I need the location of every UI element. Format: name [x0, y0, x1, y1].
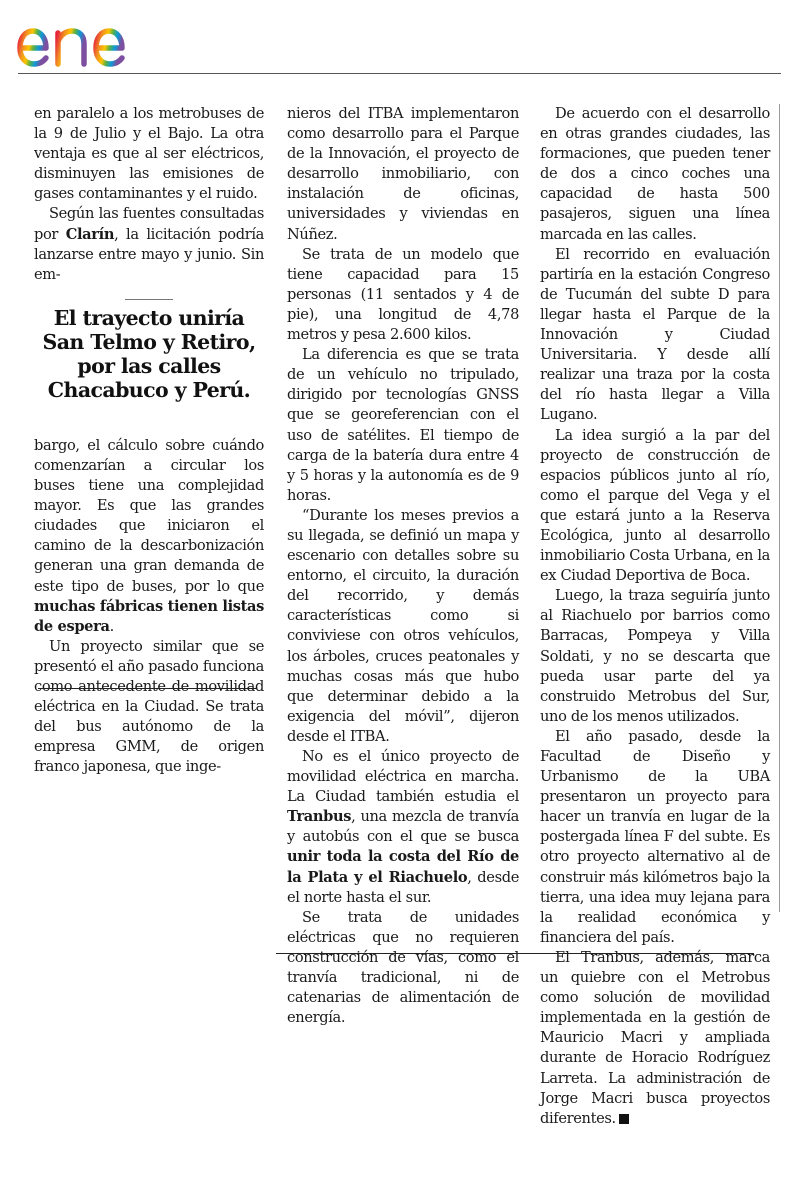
page-header	[0, 0, 800, 76]
pullquote: El trayecto uniría San Telmo y Retiro, por las calles Chacabuco y Perú.	[42, 305, 256, 402]
paragraph: La diferencia es que se trata de un vehículo no tripulado, dirigido por tecnologías GNSS que se georeferencian con el uso de satélites. El tiempo de carga de la batería dura entre 4 y 5 horas y la autonomía es de 9 horas.	[287, 346, 519, 504]
paragraph: El recorrido en evaluación partiría en la estación Congreso de Tucumán del subte D para llegar hasta el Parque de la Innovación y Ciudad Universitaria. Y desde allí realizar una traza por la costa del río hasta llegar a Villa Lugano.	[540, 245, 770, 424]
paragraph: “Durante los meses previos a su llegada, se definió un mapa y escenario con detalles sobre su entorno, el circuito, la duración del recorrido, y demás características como si conviviese con otros vehículos, los árboles, cruces peatonales y muchas cosas más que hubo que determinar debido a la exigencia del móvil”, dijeron desde el ITBA.	[287, 506, 519, 745]
bold-highlight: unir toda la costa del Río de la Plata y el Riachuelo	[287, 848, 519, 886]
column-divider	[779, 104, 780, 912]
article-column-2	[287, 104, 519, 1028]
bold-tranbus: Tranbus	[287, 808, 352, 826]
bold-highlight: muchas fábricas tienen listas de espera	[34, 597, 264, 635]
paragraph: bargo, el cálculo sobre cuándo comenzarían a circular los buses tiene una complejidad mayor. Es que las grandes ciudades que iniciaron el camino de la descarbonización generan una gran demanda de este tipo de buses, por lo que muchas fábricas tienen listas de espera.	[34, 436, 264, 635]
enel-logo	[16, 6, 181, 72]
paragraph: La idea surgió a la par del proyecto de construcción de espacios públicos junto al río, como el parque del Vega y el que estará junto a la Reserva Ecológica, junto al desarrollo inmobiliario Costa Urbana, en la ex Ciudad Deportiva de Boca.	[540, 426, 770, 585]
paragraph: nieros del ITBA implementaron como desarrollo para el Parque de la Innovación, el proyecto de desarrollo inmobiliario, con instalación de oficinas, universidades y viviendas en Núñez.	[287, 105, 519, 243]
paragraph: No es el único proyecto de movilidad eléctrica en marcha. La Ciudad también estudia el Tranbus, una mezcla de tranvía y autobús con el que se busca unir toda la costa del Río de la Plata y el Riachuelo, desde el norte hasta el sur.	[287, 748, 519, 906]
paragraph: en paralelo a los metrobuses de la 9 de Julio y el Bajo. La otra ventaja es que al ser eléctricos, disminuyen las emisiones de gases contaminantes y el ruido.	[34, 105, 264, 203]
paragraph: Según las fuentes consultadas por Clarín, la licitación podría lanzarse entre mayo y junio. Sin em-	[34, 205, 264, 283]
paragraph: De acuerdo con el desarrollo en otras grandes ciudades, las formaciones, que pueden tener de dos a cinco coches una capacidad de hasta 500 pasajeros, siguen una línea marcada en las calles.	[540, 105, 770, 243]
paragraph: El Tranbus, además, marca un quiebre con el Metrobus como solución de movilidad implementada en la gestión de Mauricio Macri y ampliada durante de Horacio Rodríguez Larreta. La administración de Jorge Macri busca proyectos diferentes.	[540, 948, 770, 1127]
pullquote-rule	[125, 299, 173, 300]
article-column-3	[540, 104, 770, 1129]
article-column-1	[34, 104, 264, 777]
article-end-rule	[276, 953, 754, 954]
paragraph: Se trata de unidades eléctricas que no requieren construcción de vías, como el tranvía tradicional, ni de catenarias de alimentación de energía.	[287, 908, 519, 1027]
paragraph: Luego, la traza seguiría junto al Riachuelo por barrios como Barracas, Pompeya y Villa Soldati, y no se descarta que pueda usar parte del ya construido Metrobus del Sur, uno de los menos utilizados.	[540, 587, 770, 725]
bold-source-name: Clarín	[65, 225, 115, 243]
end-of-article-square	[619, 1114, 629, 1124]
paragraph: Se trata de un modelo que tiene capacidad para 15 personas (11 sentados y 4 de pie), una longitud de 4,78 metros y pesa 2.600 kilos.	[287, 245, 519, 344]
paragraph: Un proyecto similar que se presentó el año pasado funciona como antecedente de movilidad eléctrica en la Ciudad. Se trata del bus autónomo de la empresa GMM, de origen franco japonesa, que inge-	[34, 637, 264, 776]
paragraph: El año pasado, desde la Facultad de Diseño y Urbanismo de la UBA presentaron un proyecto para hacer un tranvía en lugar de la postergada línea F del subte. Es otro proyecto alternativo al de construir más kilómetros bajo la tierra, una idea muy lejana para la realidad económica y financiera del país.	[540, 727, 770, 946]
column-end-rule	[38, 688, 257, 689]
header-rule	[18, 73, 781, 74]
